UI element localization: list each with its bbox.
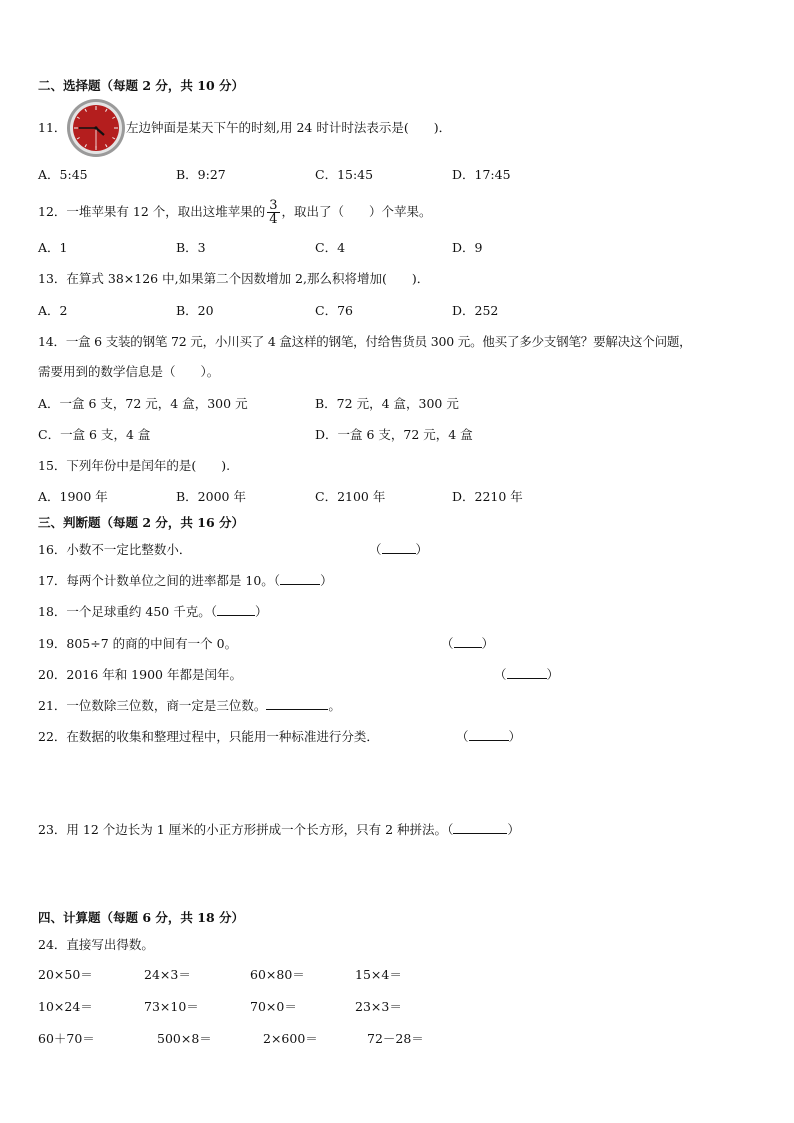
calc-item: 15×4＝ [355, 967, 402, 982]
answer-blank-20[interactable]: （ ） [494, 667, 560, 682]
calc-item: 72－28＝ [367, 1031, 424, 1046]
question-24-text: 直接写出得数。 [66, 937, 154, 952]
calc-item: 500×8＝ [157, 1031, 212, 1046]
question-19-text: 805÷7 的商的中间有一个 0。 [66, 636, 238, 651]
q14-option-d: D．一盒 6 支，72 元，4 盒 [315, 427, 473, 442]
question-14-line-2: 需要用到的数学信息是（ ）。 [38, 364, 220, 379]
answer-blank-22[interactable]: （ ） [456, 729, 522, 744]
question-23-number: 23． [38, 822, 67, 837]
question-11-text: 左边钟面是某天下午的时刻,用 24 时计时法表示是( )． [126, 120, 452, 135]
q14-option-a: A．一盒 6 支，72 元，4 盒，300 元 [38, 396, 248, 411]
question-20 [38, 667, 242, 683]
question-20-text: 2016 年和 1900 年都是闰年。 [66, 667, 242, 682]
question-21-text: 一位数除三位数，商一定是三位数。 [66, 698, 267, 713]
section-3-heading [38, 515, 244, 531]
q11-option-b: B．9:27 [176, 167, 226, 182]
section-3-note: （每题 2 分，共 16 分） [100, 515, 245, 530]
question-11-number: 11． [38, 120, 67, 135]
question-16 [38, 542, 191, 558]
q12-option-b: B．3 [176, 240, 206, 255]
calc-item: 70×0＝ [250, 999, 297, 1014]
q13-option-a: A．2 [38, 303, 68, 318]
answer-blank-21[interactable] [266, 698, 328, 710]
question-13-number: 13． [38, 271, 67, 286]
question-13 [38, 271, 429, 287]
question-19 [38, 636, 237, 652]
question-12-text-a: 一堆苹果有 12 个，取出这堆苹果的 [66, 204, 266, 219]
q11-option-d: D．17:45 [452, 167, 511, 182]
answer-blank-17[interactable]: （ ） [273, 573, 333, 588]
question-15 [38, 458, 230, 474]
section-2-note: （每题 2 分，共 10 分） [100, 78, 245, 93]
question-17 [38, 573, 333, 589]
section-4-heading [38, 910, 244, 926]
q14-option-b: B．72 元，4 盒，300 元 [315, 396, 459, 411]
q13-option-b: B．20 [176, 303, 214, 318]
q12-option-a: A．1 [38, 240, 68, 255]
q11-option-c: C．15:45 [315, 167, 374, 182]
question-24-number: 24． [38, 937, 67, 952]
q15-option-d: D．2210 年 [452, 489, 523, 504]
question-16-number: 16． [38, 542, 67, 557]
q13-option-d: D．252 [452, 303, 499, 318]
q15-option-b: B．2000 年 [176, 489, 246, 504]
question-18 [38, 604, 268, 620]
calc-item: 24×3＝ [144, 967, 191, 982]
question-21: 21．一位数除三位数，商一定是三位数。 。 [38, 698, 341, 713]
q15-option-c: C．2100 年 [315, 489, 386, 504]
question-13-text: 在算式 38×126 中,如果第二个因数增加 2,那么积将增加( )． [66, 271, 430, 286]
section-2-title: 二、选择题 [38, 78, 101, 93]
question-14-number: 14． [38, 334, 66, 349]
question-17-number: 17． [38, 573, 67, 588]
section-3-title: 三、判断题 [38, 515, 101, 530]
answer-blank-18[interactable]: （ ） [210, 604, 268, 619]
calc-item: 10×24＝ [38, 999, 93, 1014]
question-15-text: 下列年份中是闰年的是( ). [66, 458, 231, 473]
q11-option-a: A．5:45 [38, 167, 88, 182]
calc-item: 60×80＝ [250, 967, 305, 982]
question-24 [38, 937, 154, 953]
question-16-text: 小数不一定比整数小． [66, 542, 192, 557]
q15-option-a: A．1900 年 [38, 489, 108, 504]
red-wall-clock-icon [66, 98, 126, 158]
question-23 [38, 822, 520, 838]
question-22 [38, 729, 379, 745]
answer-blank-23[interactable]: （ ） [447, 822, 520, 837]
fraction-numerator: 3 [269, 198, 278, 213]
section-2-heading [38, 78, 244, 94]
q14-option-c: C．一盒 6 支，4 盒 [38, 427, 151, 442]
question-22-number: 22． [38, 729, 67, 744]
question-12-text-b: ，取出了（ ）个苹果。 [281, 204, 432, 219]
question-18-number: 18． [38, 604, 67, 619]
question-12-number: 12． [38, 204, 67, 219]
calc-item: 73×10＝ [144, 999, 199, 1014]
calc-item: 23×3＝ [355, 999, 402, 1014]
question-15-number: 15． [38, 458, 67, 473]
section-4-title: 四、计算题 [38, 910, 101, 925]
fraction-three-quarters [267, 199, 279, 226]
calc-item: 20×50＝ [38, 967, 93, 982]
question-14-line-1 [38, 334, 691, 350]
question-22-text: 在数据的收集和整理过程中，只能用一种标准进行分类． [66, 729, 379, 744]
question-21-number: 21． [38, 698, 67, 713]
fraction-denominator: 4 [269, 212, 278, 227]
q12-option-c: C．4 [315, 240, 346, 255]
q12-option-d: D．9 [452, 240, 483, 255]
question-23-text: 用 12 个边长为 1 厘米的小正方形拼成一个长方形，只有 2 种拼法。 [66, 822, 448, 837]
calc-item: 60＋70＝ [38, 1031, 95, 1046]
section-4-note: （每题 6 分，共 18 分） [100, 910, 245, 925]
question-12 [38, 197, 432, 227]
question-14-text-1: 一盒 6 支装的钢笔 72 元，小川买了 4 盒这样的钢笔，付给售货员 300 元。他买了多少支钢笔？要解决这个问题， [65, 334, 692, 349]
answer-blank-16[interactable]: （ ） [369, 542, 429, 557]
question-19-number: 19． [38, 636, 67, 651]
calc-item: 2×600＝ [263, 1031, 318, 1046]
question-17-text: 每两个计数单位之间的进率都是 10。 [66, 573, 274, 588]
answer-blank-19[interactable]: （ ） [441, 636, 495, 651]
q13-option-c: C．76 [315, 303, 353, 318]
question-18-text: 一个足球重约 450 千克。 [66, 604, 211, 619]
question-20-number: 20． [38, 667, 67, 682]
